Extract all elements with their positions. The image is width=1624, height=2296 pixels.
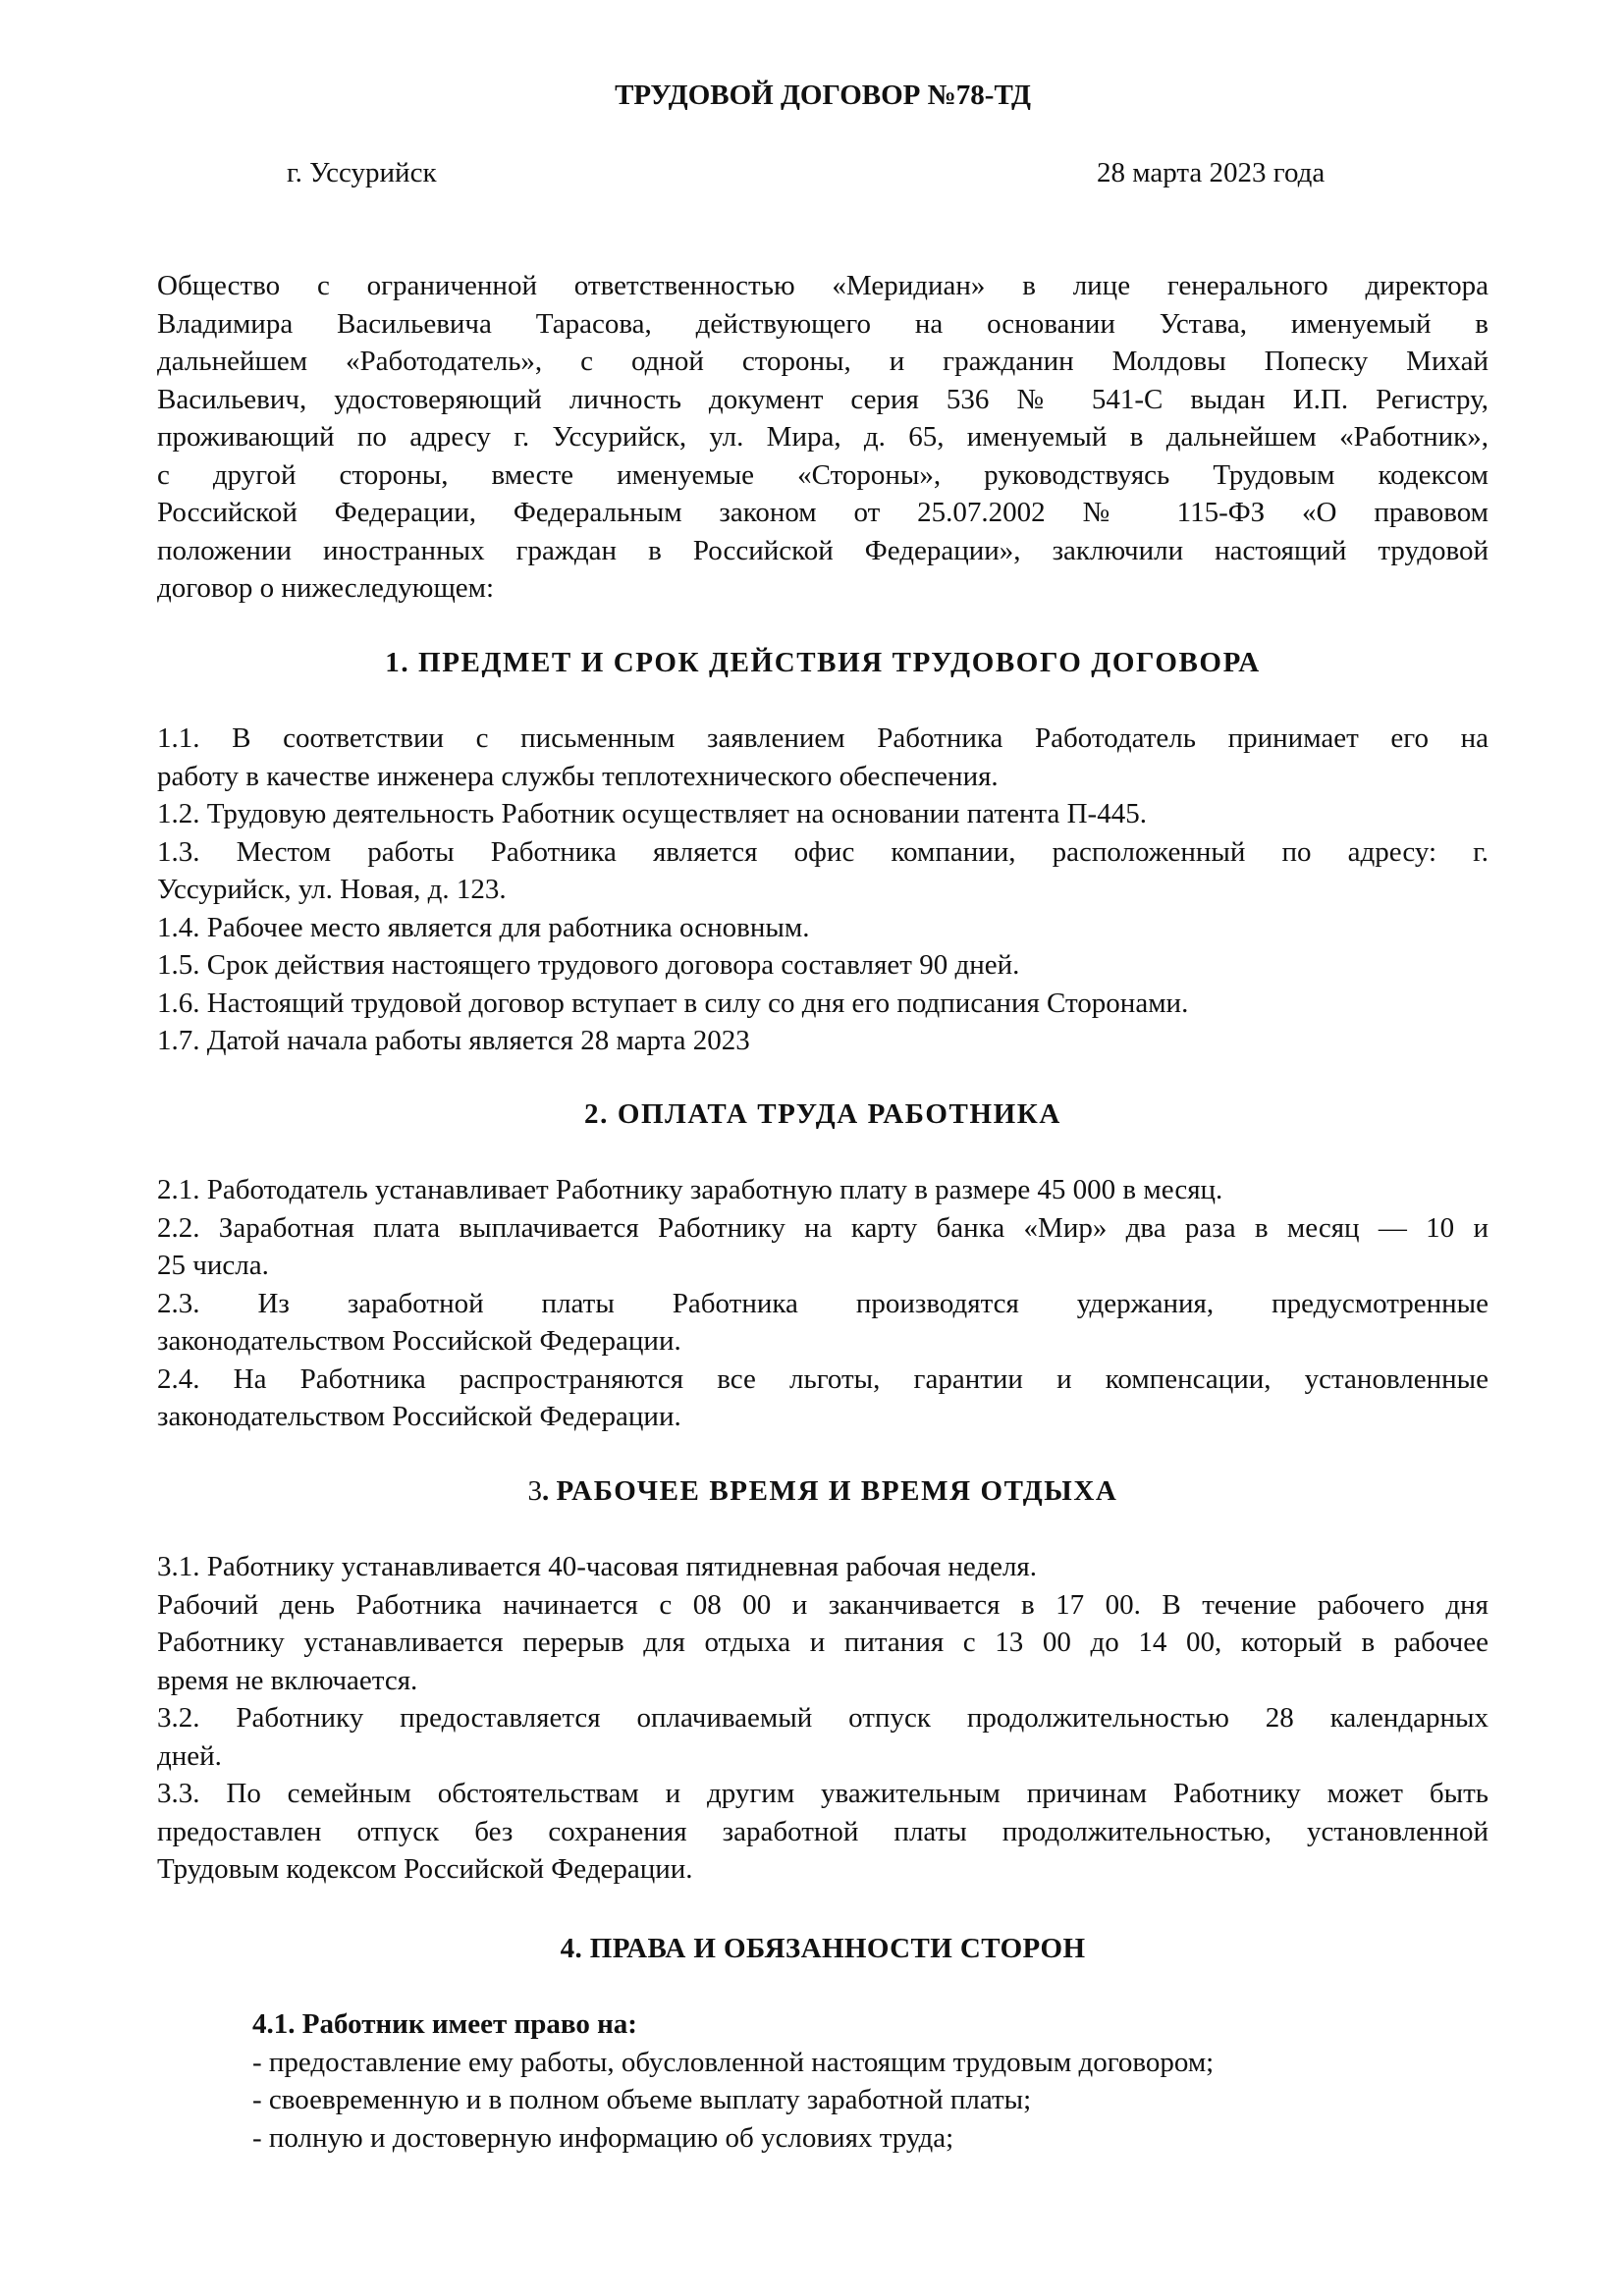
intro-paragraph (157, 267, 1489, 608)
intro-line: Владимира Васильевича Тарасова, действующего на основании Устава, именуемый в (157, 307, 1489, 340)
section-2-body (157, 1171, 1489, 1436)
clause-line: 1.7. Датой начала работы является 28 марта 2023 (157, 1025, 750, 1056)
clause-line: Уссурийск, ул. Новая, д. 123. (157, 874, 507, 905)
clause-line: Трудовым кодексом Российской Федерации. (157, 1853, 693, 1885)
list-item: - предоставление ему работы, обусловленной настоящим трудовым договором; (252, 2046, 1215, 2078)
clause-line: 1.3. Местом работы Работника является офис компании, расположенный по адресу: г. (157, 835, 1489, 868)
section-3-heading-text: РАБОЧЕЕ ВРЕМЯ И ВРЕМЯ ОТДЫХА (556, 1475, 1118, 1507)
section-3-heading (157, 1472, 1489, 1511)
clause-line: 3.3. По семейным обстоятельствам и другим уважительным причинам Работнику может быть (157, 1778, 1489, 1809)
section-4-1 (252, 2005, 1214, 2157)
clause-line: 25 числа. (157, 1250, 269, 1281)
intro-line: с другой стороны, вместе именуемые «Стороны», руководствуясь Трудовым кодексом (157, 458, 1489, 491)
intro-line: Российской Федерации, Федеральным законом от 25.07.2002 № 115-ФЗ «О правовом (157, 497, 1489, 528)
section-3-body (157, 1548, 1489, 1889)
clause-line: 2.3. Из заработной платы Работника производятся удержания, предусмотренные (157, 1287, 1489, 1319)
clause-line: законодательством Российской Федерации. (157, 1401, 681, 1432)
clause-line: 1.4. Рабочее место является для работника основным. (157, 911, 810, 943)
clause-line: 3.1. Работнику устанавливается 40-часовая пятидневная рабочая неделя. (157, 1551, 1038, 1582)
document-date: 28 марта 2023 года (1097, 157, 1326, 188)
intro-line: договор о нижеследующем: (157, 572, 495, 604)
list-item: - полную и достоверную информацию об условиях труда; (252, 2121, 954, 2154)
clause-line: 1.1. В соответствии с письменным заявлением Работника Работодатель принимает его на (157, 722, 1489, 754)
clause-line: законодательством Российской Федерации. (157, 1325, 681, 1357)
section-1-body (157, 720, 1489, 1060)
clause-line: 2.4. На Работника распространяются все льготы, гарантии и компенсации, установленные (157, 1362, 1489, 1395)
section-1-heading: 1. ПРЕДМЕТ И СРОК ДЕЙСТВИЯ ТРУДОВОГО ДОГОВОРА (385, 647, 1261, 678)
clause-line: 3.2. Работнику предоставляется оплачиваемый отпуск продолжительностью 28 календарных (157, 1702, 1489, 1734)
section-4-1-heading: 4.1. Работник имеет право на: (252, 2008, 637, 2040)
clause-line: 1.5. Срок действия настоящего трудового договора составляет 90 дней. (157, 949, 1020, 981)
section-3-heading-dot: . (542, 1475, 557, 1507)
section-3-heading-num: 3 (527, 1475, 543, 1507)
clause-line: Рабочий день Работника начинается с 08 00 и заканчивается в 17 00. В течение рабочего дня (157, 1588, 1489, 1621)
intro-line: дальнейшем «Работодатель», с одной стороны, и гражданин Молдовы Попеску Михай (157, 346, 1489, 377)
list-item: - своевременную и в полном объеме выплату заработной платы; (252, 2084, 1032, 2115)
document-city: г. Уссурийск (287, 157, 437, 188)
section-2-heading: 2. ОПЛАТА ТРУДА РАБОТНИКА (584, 1098, 1061, 1130)
clause-line: работу в качестве инженера службы теплотехнического обеспечения. (157, 760, 999, 792)
clause-line: Работнику устанавливается перерыв для отдыха и питания с 13 00 до 14 00, который в рабочее (157, 1627, 1489, 1658)
intro-line: Общество с ограниченной ответственностью «Меридиан» в лице генерального директора (157, 270, 1489, 301)
clause-line: предоставлен отпуск без сохранения заработной платы продолжительностью, установленной (157, 1815, 1489, 1847)
section-4-heading: 4. ПРАВА И ОБЯЗАННОСТИ СТОРОН (560, 1933, 1086, 1964)
clause-line: 1.2. Трудовую деятельность Работник осуществляет на основании патента П-445. (157, 798, 1147, 829)
intro-line: Васильевич, удостоверяющий личность документ серия 536 № 541-С выдан И.П. Регистру, (157, 383, 1489, 415)
clause-line: 1.6. Настоящий трудовой договор вступает в силу со дня его подписания Сторонами. (157, 987, 1189, 1019)
document-title: ТРУДОВОЙ ДОГОВОР №78-ТД (615, 80, 1031, 111)
clause-line: дней. (157, 1739, 222, 1772)
intro-line: положении иностранных граждан в Российской Федерации», заключили настоящий трудовой (157, 534, 1489, 566)
intro-line: проживающий по адресу г. Уссурийск, ул. Мира, д. 65, именуемый в дальнейшем «Работник», (157, 421, 1489, 453)
clause-line: 2.1. Работодатель устанавливает Работнику заработную плату в размере 45 000 в месяц. (157, 1174, 1223, 1205)
clause-line: время не включается. (157, 1664, 418, 1696)
clause-line: 2.2. Заработная плата выплачивается Работнику на карту банка «Мир» два раза в месяц — 10 и (157, 1211, 1489, 1244)
